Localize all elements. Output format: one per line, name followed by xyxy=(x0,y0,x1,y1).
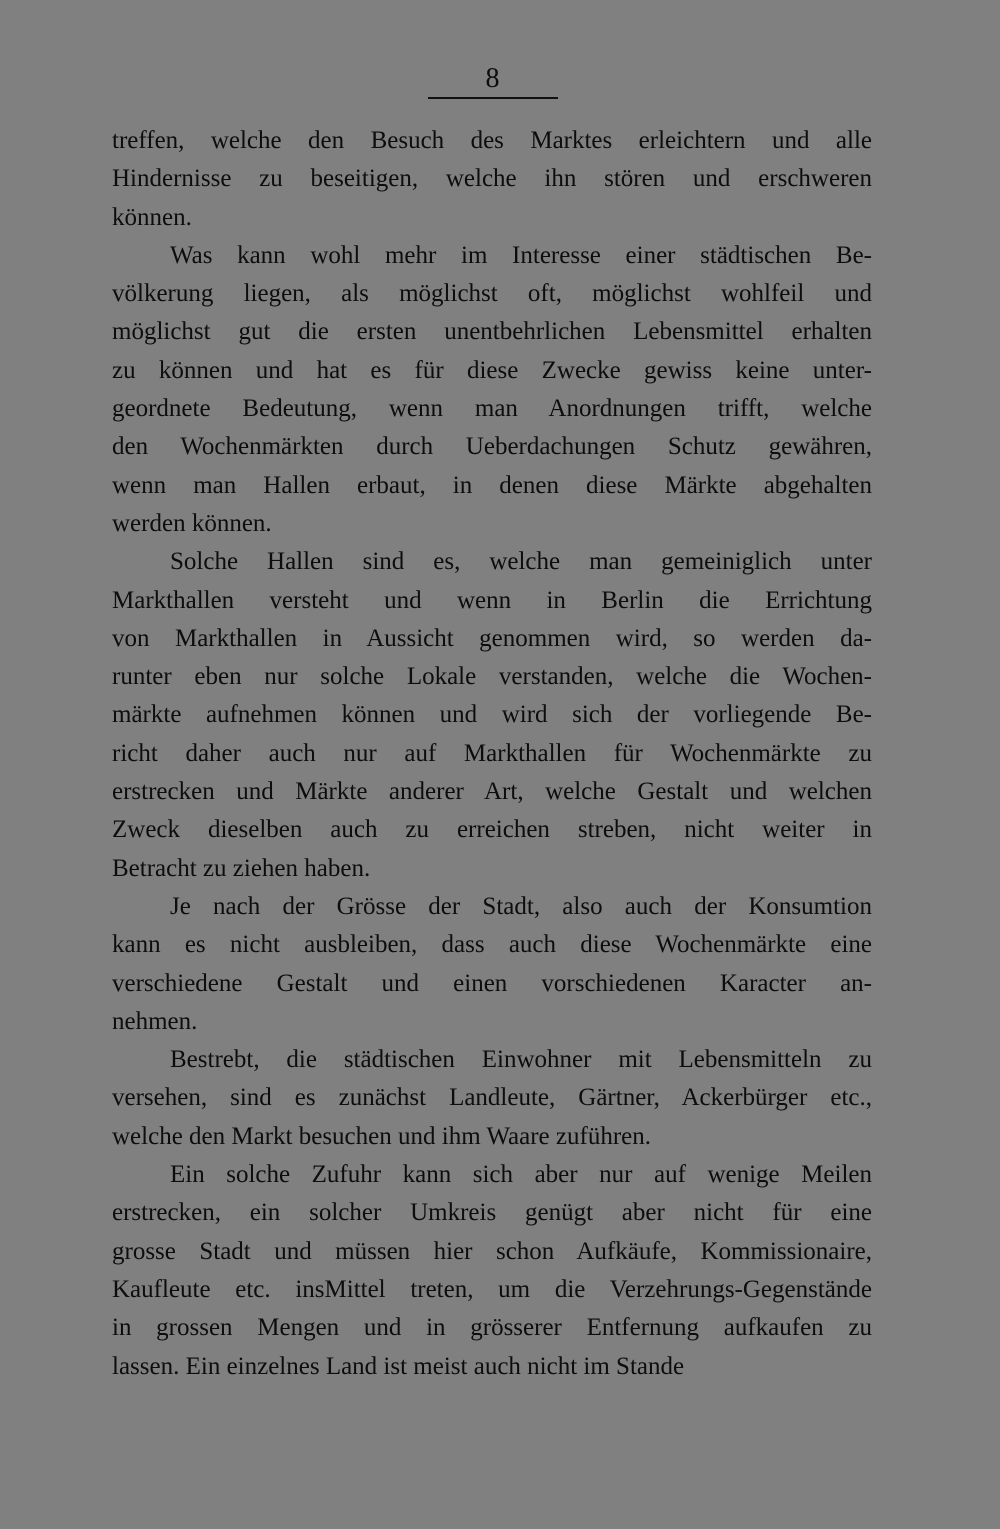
page-number-rule xyxy=(428,97,558,99)
text-line: Je nach der Grösse der Stadt, also auch der Konsumtion xyxy=(170,892,872,920)
text-line: Markthallen versteht und wenn in Berlin die Errichtung xyxy=(112,586,872,614)
text-line: Solche Hallen sind es, welche man gemeiniglich unter xyxy=(170,548,872,576)
text-line: erstrecken, ein solcher Umkreis genügt aber nicht für eine xyxy=(112,1199,872,1227)
text-line: runter eben nur solche Lokale verstanden, welche die Wochen- xyxy=(112,663,872,691)
text-line: wenn man Hallen erbaut, in denen diese Märkte abgehalten xyxy=(112,471,872,499)
text-line: grosse Stadt und müssen hier schon Aufkäufe, Kommissionaire, xyxy=(112,1237,872,1265)
paragraph xyxy=(112,543,872,888)
text-line: den Wochenmärkten durch Ueberdachungen Schutz gewähren, xyxy=(112,433,872,461)
text-line: zu können und hat es für diese Zwecke gewiss keine unter- xyxy=(112,356,872,384)
text-line: von Markthallen in Aussicht genommen wird, so werden da- xyxy=(112,624,872,652)
text-line: völkerung liegen, als möglichst oft, möglichst wohlfeil und xyxy=(112,280,872,308)
text-line: Ein solche Zufuhr kann sich aber nur auf wenige Meilen xyxy=(170,1161,872,1189)
text-line: Betracht zu ziehen haben. xyxy=(112,854,371,882)
text-line: nehmen. xyxy=(112,1007,198,1035)
text-line: kann es nicht ausbleiben, dass auch diese Wochenmärkte eine xyxy=(112,931,872,959)
body-text xyxy=(112,122,872,1386)
text-line: welche den Markt besuchen und ihm Waare zuführen. xyxy=(112,1122,651,1150)
text-line: geordnete Bedeutung, wenn man Anordnungen trifft, welche xyxy=(112,395,872,423)
text-line: werden können. xyxy=(112,509,272,537)
page-number: 8 xyxy=(485,63,500,94)
paragraph xyxy=(112,888,872,1041)
text-line: in grossen Mengen und in grösserer Entfernung aufkaufen zu xyxy=(112,1314,872,1342)
text-line: verschiedene Gestalt und einen vorschiedenen Karacter an- xyxy=(112,969,872,997)
text-line: möglichst gut die ersten unentbehrlichen Lebensmittel erhalten xyxy=(112,318,872,346)
text-line: Kaufleute etc. insMittel treten, um die Verzehrungs-Gegenstände xyxy=(112,1275,872,1303)
text-line: Bestrebt, die städtischen Einwohner mit Lebensmitteln zu xyxy=(170,1046,872,1074)
paragraph xyxy=(112,1156,872,1386)
paragraph xyxy=(112,122,872,237)
text-line: märkte aufnehmen können und wird sich der vorliegende Be- xyxy=(112,701,872,729)
paragraph xyxy=(112,237,872,543)
text-line: treffen, welche den Besuch des Marktes erleichtern und alle xyxy=(112,127,872,154)
text-line: Was kann wohl mehr im Interesse einer städtischen Be- xyxy=(170,241,872,269)
text-line: Hindernisse zu beseitigen, welche ihn stören und erschweren xyxy=(112,165,872,193)
paragraph xyxy=(112,1041,872,1156)
text-line: lassen. Ein einzelnes Land ist meist auch nicht im Stande xyxy=(112,1352,685,1380)
text-line: versehen, sind es zunächst Landleute, Gärtner, Ackerbürger etc., xyxy=(112,1084,872,1112)
text-line: erstrecken und Märkte anderer Art, welche Gestalt und welchen xyxy=(112,778,872,806)
text-line: können. xyxy=(112,203,192,231)
text-line: Zweck dieselben auch zu erreichen streben, nicht weiter in xyxy=(112,816,872,844)
text-line: richt daher auch nur auf Markthallen für Wochenmärkte zu xyxy=(112,739,872,767)
